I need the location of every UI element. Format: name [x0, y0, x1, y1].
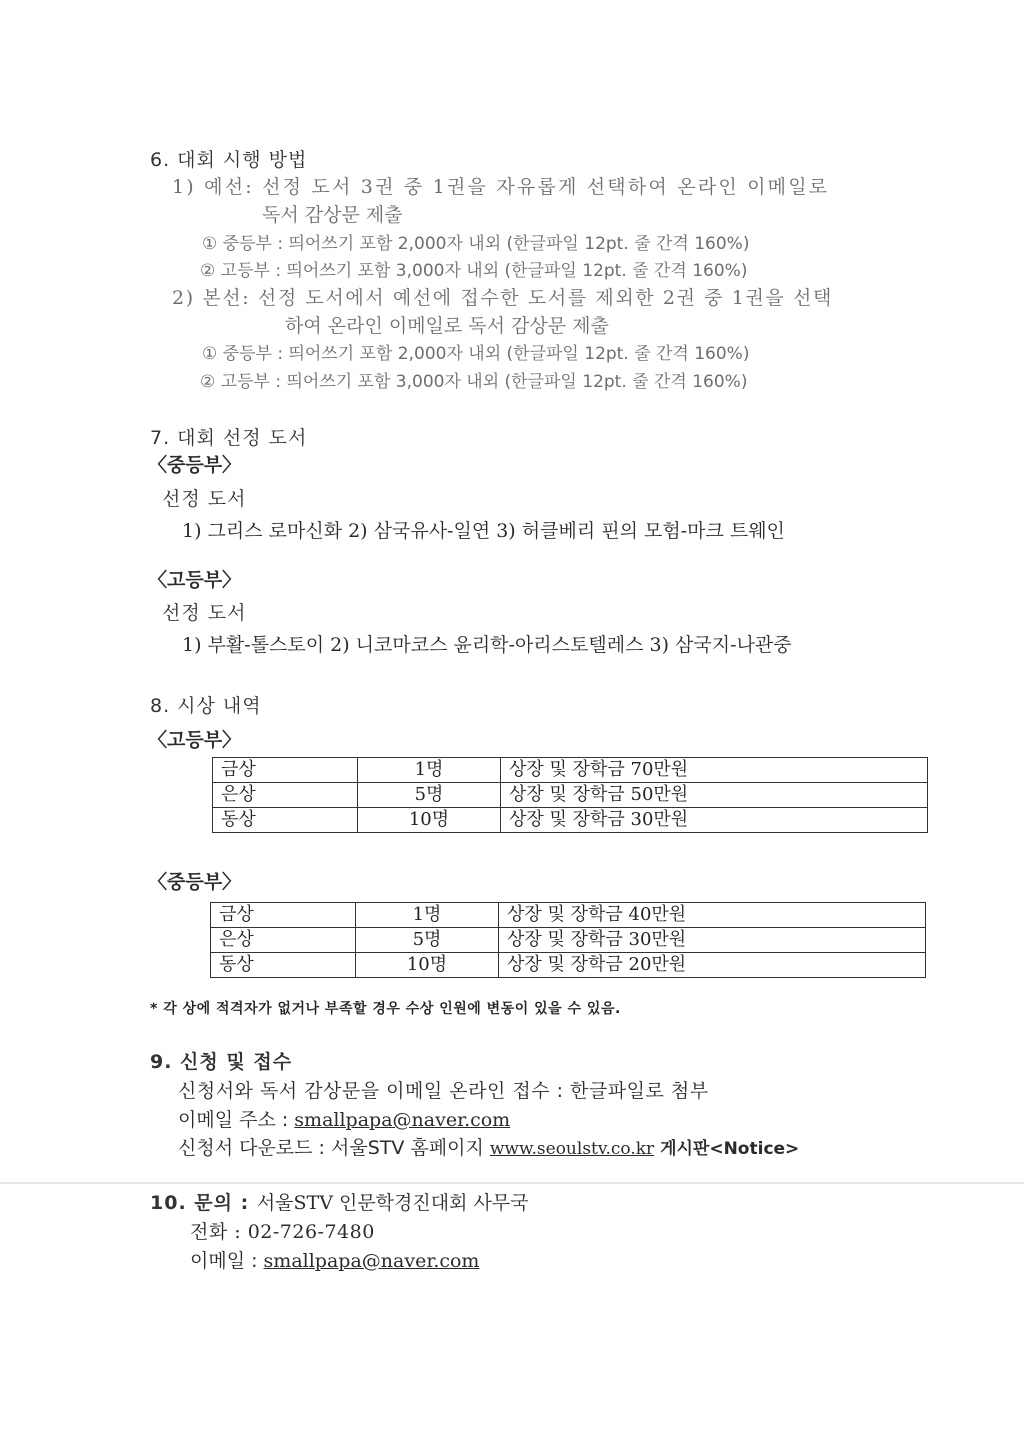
inquiry-email-label: 이메일 :: [190, 1250, 264, 1272]
award-count: 5명: [358, 783, 501, 808]
inquiry-title: 10. 문의 :: [150, 1192, 257, 1214]
inquiry-office: 서울STV 인문학경진대회 사무국: [256, 1192, 529, 1214]
high-books-subtitle: 선정 도서: [162, 602, 247, 624]
award-count: 1명: [358, 758, 501, 783]
table-row: [211, 928, 926, 953]
application-method: 신청서와 독서 감상문을 이메일 온라인 접수 : 한글파일로 첨부: [178, 1080, 709, 1102]
high-awards-label: 〈고등부〉: [148, 729, 242, 751]
middle-awards-table: [210, 902, 926, 978]
middle-books-list: 1) 그리스 로마신화 2) 삼국유사-일연 3) 허클베리 핀의 모험-마크 트웨인: [182, 520, 785, 542]
high-books-list: 1) 부활-톨스토이 2) 니코마코스 윤리학-아리스토텔레스 3) 삼국지-나관중: [182, 634, 792, 656]
prelim-middle-rule: ① 중등부 : 띄어쓰기 포함 2,000자 내외 (한글파일 12pt. 줄 간격 160%): [202, 234, 750, 254]
email-link[interactable]: smallpapa@naver.com: [294, 1109, 511, 1131]
final-line-1: 2) 본선: 선정 도서에서 예선에 접수한 도서를 제외한 2권 중 1권을 선택: [172, 287, 833, 309]
award-prize: 상장 및 장학금 50만원: [501, 783, 928, 808]
award-count: 10명: [358, 808, 501, 833]
prelim-high-rule: ② 고등부 : 띄어쓰기 포함 3,000자 내외 (한글파일 12pt. 줄 간격 160%): [200, 261, 748, 281]
middle-school-label: 〈중등부〉: [148, 454, 242, 476]
prelim-line-1: 1) 예선: 선정 도서 3권 중 1권을 자유롭게 선택하여 온라인 이메일로: [172, 176, 830, 198]
final-line-2: 하여 온라인 이메일로 독서 감상문 제출: [285, 315, 609, 337]
award-count: 1명: [356, 903, 499, 928]
award-name: 동상: [213, 808, 358, 833]
award-count: 10명: [356, 953, 499, 978]
award-name: 금상: [213, 758, 358, 783]
section-6-title: 6. 대회 시행 방법: [150, 149, 308, 171]
email-line: [178, 1107, 510, 1133]
awards-note: * 각 상에 적격자가 없거나 부족할 경우 수상 인원에 변동이 있을 수 있음.: [150, 1001, 621, 1017]
final-high-rule: ② 고등부 : 띄어쓰기 포함 3,000자 내외 (한글파일 12pt. 줄 간격 160%): [200, 372, 748, 392]
section-8-title: 8. 시상 내역: [150, 695, 262, 717]
award-name: 은상: [211, 928, 356, 953]
section-7-title: 7. 대회 선정 도서: [150, 427, 308, 449]
table-row: [211, 953, 926, 978]
phone-line: 전화 : 02-726-7480: [190, 1221, 375, 1243]
high-awards-table: [212, 757, 928, 833]
award-name: 금상: [211, 903, 356, 928]
board-label: 게시판<Notice>: [654, 1139, 800, 1159]
website-link[interactable]: www.seoulstv.co.kr: [489, 1139, 655, 1159]
middle-awards-label: 〈중등부〉: [148, 871, 242, 893]
email-label: 이메일 주소 :: [178, 1109, 295, 1131]
award-prize: 상장 및 장학금 30만원: [499, 928, 926, 953]
award-name: 동상: [211, 953, 356, 978]
download-line: [178, 1135, 799, 1162]
prelim-line-2: 독서 감상문 제출: [262, 204, 403, 226]
high-school-label: 〈고등부〉: [148, 569, 242, 591]
award-count: 5명: [356, 928, 499, 953]
middle-books-subtitle: 선정 도서: [162, 488, 247, 510]
download-label: 신청서 다운로드 : 서울STV 홈페이지: [178, 1137, 490, 1159]
inquiry-email-line: [190, 1248, 479, 1274]
award-name: 은상: [213, 783, 358, 808]
table-row: [213, 783, 928, 808]
award-prize: 상장 및 장학금 30만원: [501, 808, 928, 833]
award-prize: 상장 및 장학금 40만원: [499, 903, 926, 928]
table-row: [213, 808, 928, 833]
table-row: [213, 758, 928, 783]
award-prize: 상장 및 장학금 20만원: [499, 953, 926, 978]
divider: [0, 1182, 1024, 1184]
section-9-title: 9. 신청 및 접수: [150, 1051, 293, 1073]
inquiry-email-link[interactable]: smallpapa@naver.com: [263, 1250, 480, 1272]
final-middle-rule: ① 중등부 : 띄어쓰기 포함 2,000자 내외 (한글파일 12pt. 줄 간격 160%): [202, 344, 750, 364]
award-prize: 상장 및 장학금 70만원: [501, 758, 928, 783]
section-10-title: [150, 1190, 529, 1216]
table-row: [211, 903, 926, 928]
